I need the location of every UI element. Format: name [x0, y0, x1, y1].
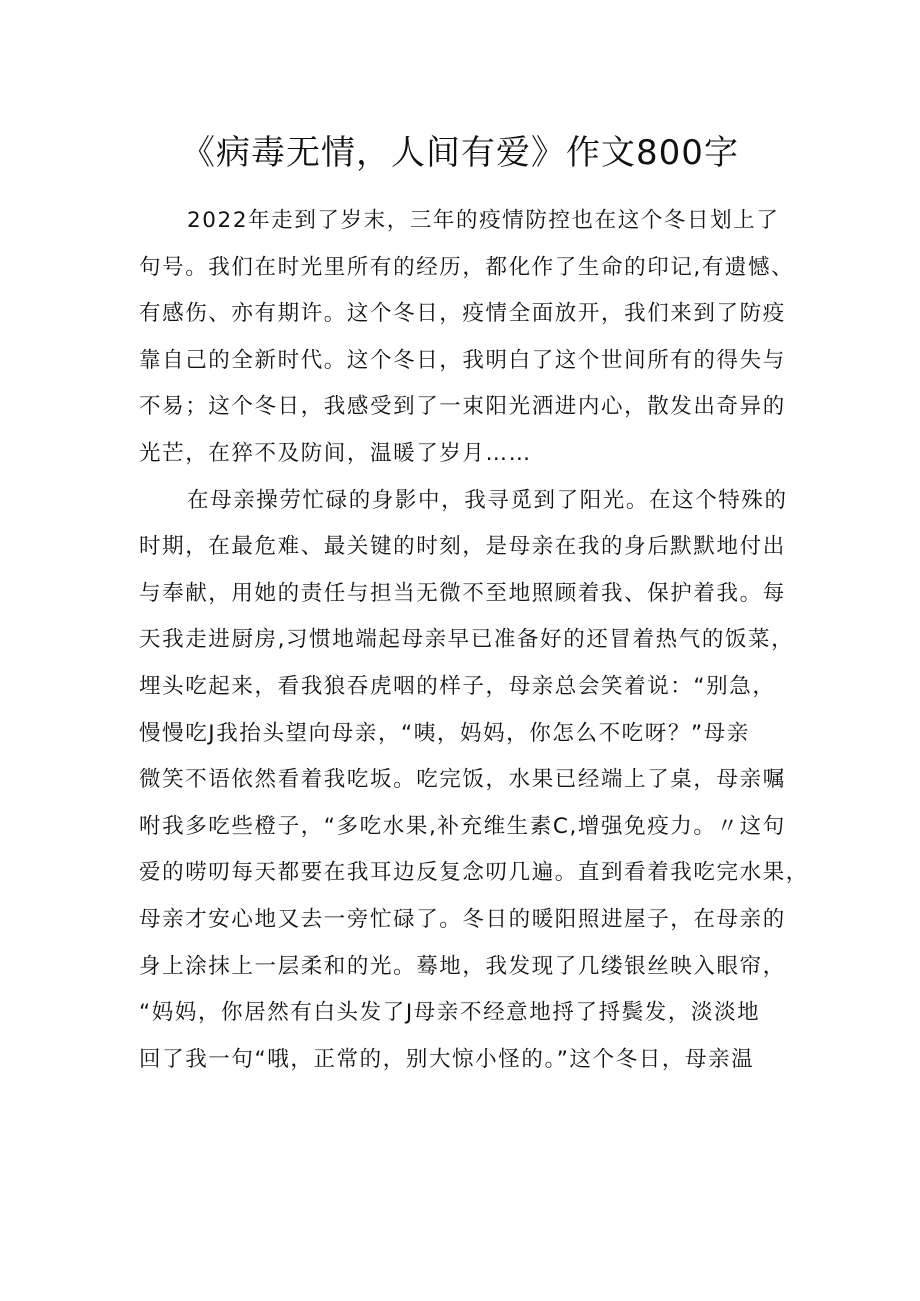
document-title: 《病毒无情，人间有爱》作文800字	[181, 133, 739, 173]
paragraph-2-line-12: “妈妈，你居然有白头发了J母亲不经意地捋了捋鬓发，淡淡地	[139, 1000, 761, 1026]
paragraph-1-line-5: 不易；这个冬日，我感受到了一束阳光洒进内心，散发出奇异的	[139, 394, 786, 420]
paragraph-1-line-3: 有感伤、亦有期许。这个冬日，疫情全面放开，我们来到了防疫	[139, 301, 786, 327]
paragraph-2-line-4: 天我走进厨房,习惯地端起母亲早已准备好的还冒着热气的饭菜，	[139, 627, 795, 653]
paragraph-2-line-9: 爱的唠叨每天都要在我耳边反复念叨几遍。直到看着我吃完水果，	[139, 860, 809, 886]
paragraph-2-line-7: 微笑不语依然看着我吃坂。吃完饭，水果已经端上了桌，母亲嘱	[139, 767, 786, 793]
paragraph-2-line-1: 在母亲操劳忙碌的身影中，我寻觅到了阳光。在这个特殊的	[187, 487, 788, 513]
paragraph-1-line-1: 2022年走到了岁末，三年的疫情防控也在这个冬日划上了	[187, 208, 780, 233]
paragraph-2-line-2: 时期，在最危难、最关键的时刻，是母亲在我的身后默默地付出	[139, 534, 786, 560]
paragraph-1-line-2: 句号。我们在时光里所有的经历，都化作了生命的印记,有遗憾、	[139, 254, 795, 280]
paragraph-2-line-10: 母亲才安心地又去一旁忙碌了。冬日的暖阳照进屋子，在母亲的	[139, 906, 786, 932]
paragraph-2-line-13: 回了我一句“哦，正常的，别大惊小怪的。”这个冬日，母亲温	[139, 1046, 755, 1072]
paragraph-2-line-5: 埋头吃起来，看我狼吞虎咽的样子，母亲总会笑着说：“别急，	[139, 673, 776, 699]
paragraph-2-line-8: 咐我多吃些橙子，“多吃水果,补充维生素C,增强免疫力。〃这句	[139, 813, 786, 839]
paragraph-1-line-4: 靠自己的全新时代。这个冬日，我明白了这个世间所有的得失与	[139, 347, 786, 373]
paragraph-2-line-11: 身上涂抹上一层柔和的光。蓦地，我发现了几缕银丝映入眼帘，	[139, 953, 786, 979]
paragraph-1-line-6: 光芒，在猝不及防间，温暖了岁月……	[139, 440, 532, 466]
paragraph-2-line-3: 与奉献，用她的责任与担当无微不至地照顾着我、保护着我。每	[139, 580, 786, 606]
document-body	[139, 198, 809, 1083]
paragraph-2-line-6: 慢慢吃J我抬头望向母亲，“咦，妈妈，你怎么不吃呀？”母亲	[139, 720, 750, 746]
